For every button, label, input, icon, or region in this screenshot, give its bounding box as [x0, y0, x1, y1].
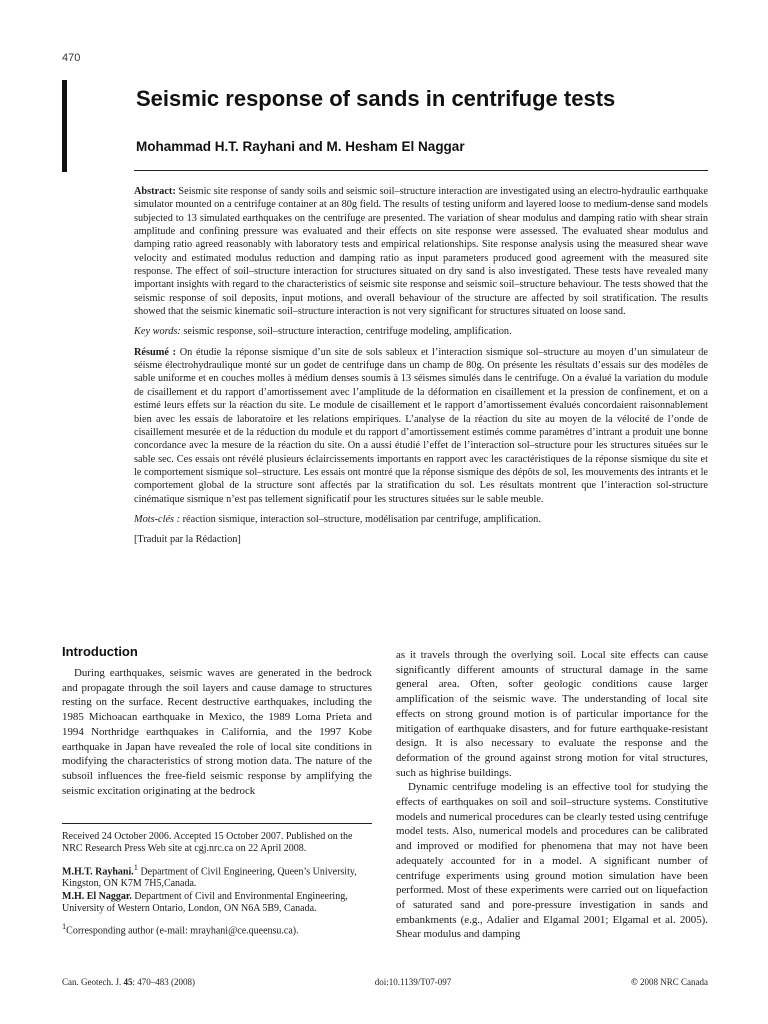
abstract-paragraph [134, 185, 708, 318]
introduction-paragraph-2: as it travels through the overlying soil. Local site effects can cause significantly different amounts of structural damage in the same general area. Often, softer geologic conditions cause larger amplification of the seismic wave. The understanding of local site effects on strong ground motion is of particular importance for the mitigation of earthquake disasters, and for future earthquake-resistant design. It is also necessary to evaluate the response and the deformation of the ground against strong motion for vital structures, such as highrise buildings. [396, 649, 708, 779]
affiliation-text: Department of Civil and Environmental Engineering, University of Western Ontario, London, ON N6A 5B9, Canada. [62, 890, 348, 914]
resume-text: On étudie la réponse sismique d’un site de sols sableux et l’interaction sismique sol–structure au moyen d’un simulateur de séisme électrohydraulique monté sur un godet de centrifuge dans un champ de 80g. On présente les résultats d’essais sur des modèles de sable uniforme et en couches molles à médium denses soumis à 13 séismes simulés dans le centrifuge. On a évalué la variation du module de cisaillement et du rapport d’amortissement avec l’amplitude de la déformation en cisaillement et la pression de confinement, et on a estimé leurs effets sur la réaction du site. Le module de cisaillement et le rapport d’amortissement évalués concordaient raisonnablement bien avec les essais de laboratoire et les relations empiriques. L’analyse de la réaction du site au moyen de la vélocité de l’onde de cisaillement mesurée et de la réduction du module et du rapport d’amortissement estimés comme paramètres d’intrant a produit une bonne concordance avec la mesure de la réaction du site. On a aussi étudié l’effet de l’interaction sol–structure pour les structures situées sur le sable sec. Ces essais ont révélé plusieurs éclaircissements importants en rapport avec les caractéristiques de la réponse sismique du site et le comportement sismique sol–structure. Les essais ont montré que la réponse sismique des dépôts de sol, les mouvements des intrants et le comportement global de la structure sont affectés par la stratification du sol. Les résultats montrent que l’interaction sol-structure cinématique sismique n’est pas tellement significatif pour les structures situées sur le sable meuble. [134, 346, 708, 505]
keywords-paragraph [134, 325, 708, 338]
abstract-label: Abstract: [134, 186, 176, 197]
motscles-text: réaction sismique, interaction sol–structure, modélisation par centrifuge, amplification. [182, 513, 541, 525]
page-footer [62, 977, 708, 987]
corresponding-text: Corresponding author (e-mail: mrayhani@ce.queensu.ca). [66, 925, 299, 937]
footnote-marker: 1 [133, 862, 138, 872]
journal-pages: : 470–483 (2008) [132, 977, 195, 987]
right-column [396, 648, 708, 942]
introduction-paragraph-1: During earthquakes, seismic waves are generated in the bedrock and propagate through the soil layers and cause damage to structures resting on the surface. Recent destructive earthquakes, including the 1985 Michoacan earthquake in Mexico, the 1989 Loma Prieta and 1994 Northridge earthquakes in California, and the 1997 Kobe earthquake in Japan have revealed the role of local site conditions in modifying the characteristics of strong motion data. The nature of the subsoil influences the free-field seismic response by amplifying the seismic excitation originating at the bedrock [62, 667, 372, 797]
page-number: 470 [62, 52, 81, 64]
footnote-marker: 1 [62, 922, 67, 932]
affiliation-name: M.H.T. Rayhani. [62, 865, 134, 877]
motscles-paragraph [134, 513, 708, 526]
keywords-text: seismic response, soil–structure interaction, centrifuge modeling, amplification. [183, 326, 512, 338]
introduction-paragraph-3: Dynamic centrifuge modeling is an effective tool for studying the effects of earthquakes on soil and soil–structure systems. Constitutive models and numerical procedures can be clearly tested using centrifuge model tests. Also, numerical models and procedures can be calibrated and improved or modified for phenomena that may not have been adequately accounted for in a model. A significant number of centrifuge experiments using ground motion simulation have been performed. Most of these experiments were carried out on liquefaction of saturated sand and pore-pressure investigation in sands and embankments (e.g., Adalier and Elgamal 2001; Elgamal et al. 2005). Shear modulus and damping [396, 781, 708, 941]
received-dates: Received 24 October 2006. Accepted 15 October 2007. Published on the NRC Research Press Web site at cgj.nrc.ca on 22 April 2008. [62, 831, 353, 855]
keywords-label: Key words: [134, 326, 181, 338]
title-rule [62, 80, 67, 172]
affiliation-el-naggar [62, 891, 372, 916]
translation-note: [Traduit par la Rédaction] [134, 534, 241, 546]
resume-label: Résumé : [134, 346, 177, 358]
introduction-heading: Introduction [62, 644, 138, 659]
motscles-label: Mots-clés : [134, 513, 181, 525]
journal-citation [62, 977, 195, 987]
author-list: Mohammad H.T. Rayhani and M. Hesham El Naggar [136, 139, 465, 154]
left-column [62, 644, 372, 798]
article-title: Seismic response of sands in centrifuge tests [136, 86, 616, 111]
journal-volume: 45 [123, 977, 133, 987]
affiliation-name: M.H. El Naggar. [62, 890, 132, 902]
copyright [631, 977, 708, 987]
abstract-block [134, 170, 708, 547]
copyright-symbol: © [631, 977, 638, 987]
abstract-text: Seismic site response of sandy soils and seismic soil–structure interaction are investigated using an electro-hydraulic earthquake simulator mounted on a centrifuge container at an 80g field. The results of testing uniform and layered loose to medium-dense sand models subjected to 13 simulated earthquakes on the centrifuge are presented. The variation of shear modulus and damping ratio with shear strain amplitude and confining pressure was evaluated and their effects on site response were assessed. The evaluated shear modulus and damping ratio agreed reasonably with laboratory tests and empirical relationships. Site response analysis using the measured shear wave velocity and estimated modulus reduction and damping ratio as input parameters produced good agreement with the measured site response. The effect of soil–structure interaction for structures situated on dry sand is also investigated. These tests have revealed many important insights with regard to the characteristics of seismic site response and seismic soil–structure behaviour. The tests showed that the seismic response of soil deposits, input motions, and overall behaviour of the structure are affected by soil stratification. The results showed that the seismic kinematic soil–structure interaction is not very significant for structures situated on loose sand. [134, 186, 708, 318]
article-footnote [62, 823, 372, 938]
journal-name: Can. Geotech. J. [62, 977, 122, 987]
affiliation-text: Department of Civil Engineering, Queen’s University, Kingston, ON K7M 7H5,Canada. [62, 865, 357, 890]
copyright-text: 2008 NRC Canada [639, 977, 708, 987]
resume-paragraph [134, 346, 708, 506]
affiliation-rayhani [62, 862, 372, 891]
doi: doi:10.1139/T07-097 [374, 977, 452, 987]
corresponding-author [62, 921, 372, 938]
